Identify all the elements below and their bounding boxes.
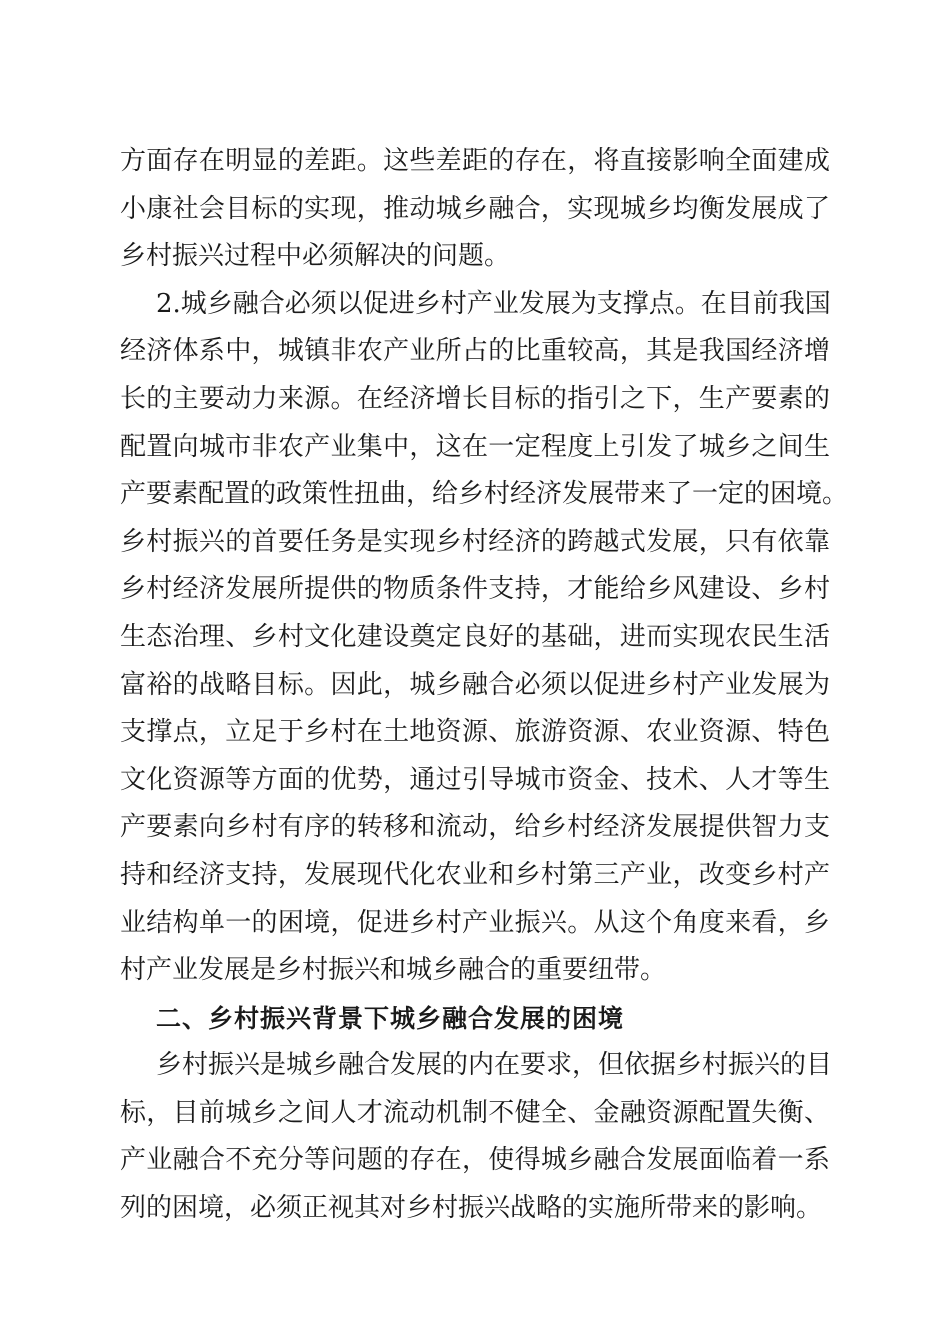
numbered-point-line: 2.城乡融合必须以促进乡村产业发展为支撑点。在目前我国 bbox=[156, 288, 831, 319]
text-line: 支撑点，立足于乡村在土地资源、旅游资源、农业资源、特色 bbox=[120, 717, 830, 748]
text-line: 列的困境，必须正视其对乡村振兴战略的实施所带来的影响。 bbox=[120, 1193, 823, 1224]
text-line: 持和经济支持，发展现代化农业和乡村第三产业，改变乡村产 bbox=[120, 859, 830, 890]
section-heading: 二、乡村振兴背景下城乡融合发展的困境 bbox=[156, 1003, 625, 1033]
text-line: 村产业发展是乡村振兴和城乡融合的重要纽带。 bbox=[120, 955, 667, 986]
text-line: 乡村经济发展所提供的物质条件支持，才能给乡风建设、乡村 bbox=[120, 574, 830, 605]
body-text bbox=[120, 138, 849, 1233]
text-line: 产要素向乡村有序的转移和流动，给乡村经济发展提供智力支 bbox=[120, 812, 830, 843]
text-line: 标，目前城乡之间人才流动机制不健全、金融资源配置失衡、 bbox=[120, 1097, 830, 1128]
text-line: 产业融合不充分等问题的存在，使得城乡融合发展面临着一系 bbox=[120, 1145, 830, 1176]
text-line: 乡村振兴过程中必须解决的问题。 bbox=[120, 241, 511, 272]
text-line: 方面存在明显的差距。这些差距的存在，将直接影响全面建成 bbox=[120, 146, 830, 176]
text-line: 生态治理、乡村文化建设奠定良好的基础，进而实现农民生活 bbox=[120, 621, 830, 652]
text-line: 经济体系中，城镇非农产业所占的比重较高，其是我国经济增 bbox=[120, 336, 830, 367]
text-line: 配置向城市非农产业集中，这在一定程度上引发了城乡之间生 bbox=[120, 431, 830, 462]
text-line: 产要素配置的政策性扭曲，给乡村经济发展带来了一定的困境。 bbox=[120, 479, 849, 510]
text-line: 富裕的战略目标。因此，城乡融合必须以促进乡村产业发展为 bbox=[120, 669, 830, 700]
text-line: 文化资源等方面的优势，通过引导城市资金、技术、人才等生 bbox=[120, 764, 830, 795]
text-line: 乡村振兴是城乡融合发展的内在要求，但依据乡村振兴的目 bbox=[156, 1050, 833, 1081]
text-line: 长的主要动力来源。在经济增长目标的指引之下，生产要素的 bbox=[120, 383, 830, 414]
text-line: 乡村振兴的首要任务是实现乡村经济的跨越式发展，只有依靠 bbox=[120, 526, 830, 557]
text-line: 小康社会目标的实现，推动城乡融合，实现城乡均衡发展成了 bbox=[120, 193, 830, 224]
text-line: 业结构单一的困境，促进乡村产业振兴。从这个角度来看，乡 bbox=[120, 907, 830, 938]
